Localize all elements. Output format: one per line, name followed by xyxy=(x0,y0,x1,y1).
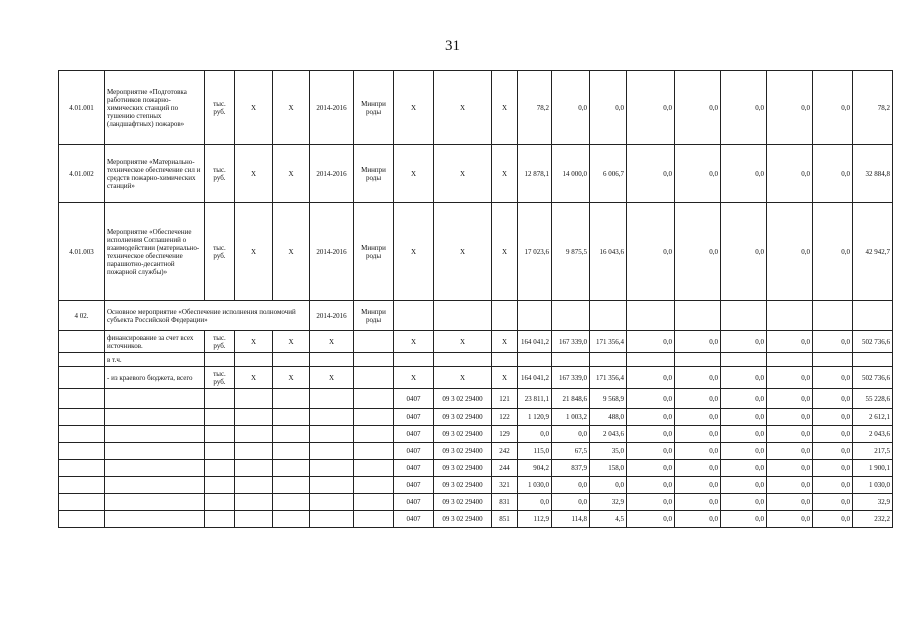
x-cell: X xyxy=(394,203,434,301)
executor-cell: Минпри роды xyxy=(354,71,394,145)
event-number: 4.01.003 xyxy=(59,203,105,301)
empty-cell xyxy=(235,409,273,426)
empty-cell xyxy=(235,460,273,477)
value-cell: 0,0 xyxy=(675,409,721,426)
section-code: 0407 xyxy=(394,389,434,409)
value-cell: 0,0 xyxy=(627,145,675,203)
target-code: 09 3 02 29400 xyxy=(434,409,492,426)
value-cell: 4,5 xyxy=(590,511,627,528)
x-cell: X xyxy=(273,145,310,203)
empty-cell xyxy=(205,409,235,426)
empty-cell xyxy=(235,494,273,511)
x-cell: X xyxy=(434,71,492,145)
value-cell: 0,0 xyxy=(813,443,853,460)
value-cell: 0,0 xyxy=(590,71,627,145)
empty-cell xyxy=(205,477,235,494)
empty-cell xyxy=(59,409,105,426)
x-cell: X xyxy=(273,203,310,301)
executor-cell: Минпри роды xyxy=(354,145,394,203)
value-cell: 0,0 xyxy=(767,367,813,389)
value-cell: 0,0 xyxy=(767,426,813,443)
value-cell: 0,0 xyxy=(627,71,675,145)
target-code: 09 3 02 29400 xyxy=(434,426,492,443)
budget-row xyxy=(59,389,893,409)
value-cell: 0,0 xyxy=(767,145,813,203)
value-cell: 0,0 xyxy=(675,460,721,477)
budget-row xyxy=(59,443,893,460)
value-cell: 0,0 xyxy=(721,426,767,443)
expense-type-code: 242 xyxy=(492,443,518,460)
value-cell: 0,0 xyxy=(675,511,721,528)
unit-cell: тыс. руб. xyxy=(205,331,235,353)
empty-cell xyxy=(518,301,552,331)
empty-cell xyxy=(354,443,394,460)
empty-cell xyxy=(310,353,354,367)
regional-budget-row xyxy=(59,367,893,389)
budget-row xyxy=(59,460,893,477)
value-cell: 0,0 xyxy=(552,477,590,494)
value-cell: 0,0 xyxy=(721,443,767,460)
value-cell: 837,9 xyxy=(552,460,590,477)
empty-cell xyxy=(273,494,310,511)
value-cell: 0,0 xyxy=(675,203,721,301)
value-cell: 42 942,7 xyxy=(853,203,893,301)
value-cell: 502 736,6 xyxy=(853,331,893,353)
value-cell: 1 003,2 xyxy=(552,409,590,426)
empty-cell xyxy=(273,460,310,477)
empty-cell xyxy=(59,494,105,511)
value-cell: 112,9 xyxy=(518,511,552,528)
empty-cell xyxy=(813,353,853,367)
section-code: 0407 xyxy=(394,426,434,443)
value-cell: 0,0 xyxy=(518,426,552,443)
value-cell: 0,0 xyxy=(721,145,767,203)
value-cell: 0,0 xyxy=(767,389,813,409)
value-cell: 9 875,5 xyxy=(552,203,590,301)
value-cell: 0,0 xyxy=(813,71,853,145)
empty-cell xyxy=(59,443,105,460)
budget-row xyxy=(59,494,893,511)
empty-cell xyxy=(235,443,273,460)
empty-cell xyxy=(310,494,354,511)
value-cell: 0,0 xyxy=(552,494,590,511)
empty-cell xyxy=(310,409,354,426)
empty-cell xyxy=(105,409,205,426)
value-cell: 0,0 xyxy=(813,409,853,426)
empty-cell xyxy=(205,511,235,528)
event-row xyxy=(59,71,893,145)
value-cell: 12 878,1 xyxy=(518,145,552,203)
empty-cell xyxy=(105,477,205,494)
empty-cell xyxy=(59,477,105,494)
value-cell: 0,0 xyxy=(675,71,721,145)
value-cell: 0,0 xyxy=(627,443,675,460)
empty-cell xyxy=(310,477,354,494)
value-cell: 0,0 xyxy=(813,145,853,203)
value-cell: 0,0 xyxy=(813,389,853,409)
value-cell: 1 120,9 xyxy=(518,409,552,426)
value-cell: 0,0 xyxy=(721,367,767,389)
unit-cell: тыс. руб. xyxy=(205,367,235,389)
value-cell: 0,0 xyxy=(627,331,675,353)
expense-type-code: 831 xyxy=(492,494,518,511)
section-code: 0407 xyxy=(394,477,434,494)
x-cell: X xyxy=(310,331,354,353)
value-cell: 0,0 xyxy=(767,460,813,477)
value-cell: 9 568,9 xyxy=(590,389,627,409)
period-cell: 2014-2016 xyxy=(310,145,354,203)
empty-cell xyxy=(354,367,394,389)
value-cell: 16 043,6 xyxy=(590,203,627,301)
target-code: 09 3 02 29400 xyxy=(434,460,492,477)
financing-label: - из краевого бюджета, всего xyxy=(105,367,205,389)
empty-cell xyxy=(627,353,675,367)
empty-cell xyxy=(59,460,105,477)
unit-cell: тыс. руб. xyxy=(205,145,235,203)
value-cell: 0,0 xyxy=(675,443,721,460)
budget-row xyxy=(59,426,893,443)
empty-cell xyxy=(205,353,235,367)
value-cell: 0,0 xyxy=(767,331,813,353)
x-cell: X xyxy=(273,367,310,389)
value-cell: 0,0 xyxy=(813,477,853,494)
value-cell: 164 041,2 xyxy=(518,367,552,389)
value-cell: 0,0 xyxy=(721,477,767,494)
value-cell: 2 043,6 xyxy=(590,426,627,443)
value-cell: 0,0 xyxy=(767,203,813,301)
empty-cell xyxy=(235,426,273,443)
empty-cell xyxy=(59,367,105,389)
empty-cell xyxy=(627,301,675,331)
value-cell: 488,0 xyxy=(590,409,627,426)
value-cell: 0,0 xyxy=(518,494,552,511)
value-cell: 0,0 xyxy=(721,389,767,409)
value-cell: 17 023,6 xyxy=(518,203,552,301)
page-number: 31 xyxy=(445,38,460,54)
expense-type-code: 244 xyxy=(492,460,518,477)
value-cell: 0,0 xyxy=(721,203,767,301)
empty-cell xyxy=(853,301,893,331)
empty-cell xyxy=(205,389,235,409)
x-cell: X xyxy=(434,367,492,389)
value-cell: 0,0 xyxy=(721,71,767,145)
empty-cell xyxy=(273,389,310,409)
empty-cell xyxy=(721,353,767,367)
empty-cell xyxy=(354,389,394,409)
value-cell: 0,0 xyxy=(767,71,813,145)
value-cell: 232,2 xyxy=(853,511,893,528)
value-cell: 55 228,6 xyxy=(853,389,893,409)
including-row xyxy=(59,353,893,367)
event-number: 4.01.002 xyxy=(59,145,105,203)
empty-cell xyxy=(273,477,310,494)
budget-row xyxy=(59,409,893,426)
empty-cell xyxy=(59,426,105,443)
empty-cell xyxy=(721,301,767,331)
target-code: 09 3 02 29400 xyxy=(434,511,492,528)
value-cell: 0,0 xyxy=(767,511,813,528)
x-cell: X xyxy=(492,331,518,353)
value-cell: 0,0 xyxy=(767,443,813,460)
value-cell: 67,5 xyxy=(552,443,590,460)
empty-cell xyxy=(590,353,627,367)
empty-cell xyxy=(434,301,492,331)
value-cell: 502 736,6 xyxy=(853,367,893,389)
empty-cell xyxy=(767,353,813,367)
expense-type-code: 122 xyxy=(492,409,518,426)
x-cell: X xyxy=(273,71,310,145)
period-cell: 2014-2016 xyxy=(310,71,354,145)
value-cell: 0,0 xyxy=(721,511,767,528)
empty-cell xyxy=(235,477,273,494)
value-cell: 0,0 xyxy=(627,477,675,494)
x-cell: X xyxy=(235,367,273,389)
value-cell: 14 000,0 xyxy=(552,145,590,203)
budget-row xyxy=(59,511,893,528)
empty-cell xyxy=(273,409,310,426)
executor-cell: Минпри роды xyxy=(354,301,394,331)
value-cell: 0,0 xyxy=(552,71,590,145)
empty-cell xyxy=(518,353,552,367)
x-cell: X xyxy=(394,145,434,203)
event-name: Мероприятие «Материально-техническое обеспечение сил и средств пожарно-химических станций» xyxy=(105,145,205,203)
executor-cell: Минпри роды xyxy=(354,203,394,301)
x-cell: X xyxy=(434,145,492,203)
section-code: 0407 xyxy=(394,511,434,528)
value-cell: 171 356,4 xyxy=(590,367,627,389)
value-cell: 0,0 xyxy=(813,367,853,389)
empty-cell xyxy=(105,511,205,528)
value-cell: 0,0 xyxy=(675,145,721,203)
unit-cell: тыс. руб. xyxy=(205,71,235,145)
section-code: 0407 xyxy=(394,409,434,426)
x-cell: X xyxy=(235,145,273,203)
value-cell: 0,0 xyxy=(627,409,675,426)
event-name: Основное мероприятие «Обеспечение исполнения полномочий субъекта Российской Федерации» xyxy=(105,301,310,331)
value-cell: 0,0 xyxy=(767,477,813,494)
value-cell: 0,0 xyxy=(627,389,675,409)
empty-cell xyxy=(310,389,354,409)
budget-table xyxy=(58,70,893,528)
empty-cell xyxy=(354,511,394,528)
x-cell: X xyxy=(434,203,492,301)
value-cell: 23 811,1 xyxy=(518,389,552,409)
value-cell: 6 006,7 xyxy=(590,145,627,203)
x-cell: X xyxy=(310,367,354,389)
empty-cell xyxy=(273,443,310,460)
expense-type-code: 321 xyxy=(492,477,518,494)
value-cell: 32,9 xyxy=(590,494,627,511)
section-code: 0407 xyxy=(394,443,434,460)
value-cell: 171 356,4 xyxy=(590,331,627,353)
value-cell: 0,0 xyxy=(627,460,675,477)
value-cell: 0,0 xyxy=(767,409,813,426)
event-row xyxy=(59,145,893,203)
empty-cell xyxy=(434,353,492,367)
empty-cell xyxy=(105,494,205,511)
empty-cell xyxy=(235,389,273,409)
empty-cell xyxy=(205,494,235,511)
value-cell: 0,0 xyxy=(813,331,853,353)
target-code: 09 3 02 29400 xyxy=(434,494,492,511)
value-cell: 0,0 xyxy=(813,494,853,511)
value-cell: 0,0 xyxy=(627,426,675,443)
financing-label: финансирование за счет всех источников. xyxy=(105,331,205,353)
event-number: 4 02. xyxy=(59,301,105,331)
value-cell: 167 339,0 xyxy=(552,367,590,389)
x-cell: X xyxy=(492,203,518,301)
period-cell: 2014-2016 xyxy=(310,203,354,301)
value-cell: 0,0 xyxy=(721,409,767,426)
target-code: 09 3 02 29400 xyxy=(434,389,492,409)
value-cell: 0,0 xyxy=(552,426,590,443)
including-label: в т.ч. xyxy=(105,353,205,367)
expense-type-code: 129 xyxy=(492,426,518,443)
period-cell: 2014-2016 xyxy=(310,301,354,331)
value-cell: 2 612,1 xyxy=(853,409,893,426)
value-cell: 115,0 xyxy=(518,443,552,460)
x-cell: X xyxy=(394,331,434,353)
empty-cell xyxy=(354,353,394,367)
value-cell: 0,0 xyxy=(627,367,675,389)
value-cell: 0,0 xyxy=(721,494,767,511)
value-cell: 164 041,2 xyxy=(518,331,552,353)
budget-row xyxy=(59,477,893,494)
empty-cell xyxy=(354,409,394,426)
empty-cell xyxy=(552,353,590,367)
empty-cell xyxy=(354,426,394,443)
empty-cell xyxy=(59,389,105,409)
expense-type-code: 121 xyxy=(492,389,518,409)
empty-cell xyxy=(354,460,394,477)
value-cell: 0,0 xyxy=(675,389,721,409)
section-code: 0407 xyxy=(394,494,434,511)
empty-cell xyxy=(105,443,205,460)
value-cell: 78,2 xyxy=(518,71,552,145)
value-cell: 0,0 xyxy=(813,203,853,301)
empty-cell xyxy=(235,353,273,367)
x-cell: X xyxy=(394,367,434,389)
empty-cell xyxy=(590,301,627,331)
empty-cell xyxy=(205,443,235,460)
financing-row xyxy=(59,331,893,353)
x-cell: X xyxy=(492,145,518,203)
value-cell: 78,2 xyxy=(853,71,893,145)
value-cell: 0,0 xyxy=(721,460,767,477)
value-cell: 21 848,6 xyxy=(552,389,590,409)
empty-cell xyxy=(354,494,394,511)
value-cell: 0,0 xyxy=(675,477,721,494)
value-cell: 167 339,0 xyxy=(552,331,590,353)
value-cell: 2 043,6 xyxy=(853,426,893,443)
empty-cell xyxy=(394,301,434,331)
value-cell: 0,0 xyxy=(627,494,675,511)
value-cell: 0,0 xyxy=(675,494,721,511)
unit-cell: тыс. руб. xyxy=(205,203,235,301)
empty-cell xyxy=(59,511,105,528)
empty-cell xyxy=(394,353,434,367)
empty-cell xyxy=(105,389,205,409)
empty-cell xyxy=(310,511,354,528)
x-cell: X xyxy=(492,71,518,145)
empty-cell xyxy=(310,443,354,460)
value-cell: 0,0 xyxy=(675,367,721,389)
value-cell: 0,0 xyxy=(675,331,721,353)
empty-cell xyxy=(492,301,518,331)
value-cell: 217,5 xyxy=(853,443,893,460)
empty-cell xyxy=(675,301,721,331)
empty-cell xyxy=(354,331,394,353)
value-cell: 1 900,1 xyxy=(853,460,893,477)
empty-cell xyxy=(354,477,394,494)
x-cell: X xyxy=(434,331,492,353)
value-cell: 114,8 xyxy=(552,511,590,528)
value-cell: 0,0 xyxy=(627,511,675,528)
empty-cell xyxy=(105,426,205,443)
empty-cell xyxy=(273,353,310,367)
empty-cell xyxy=(59,353,105,367)
target-code: 09 3 02 29400 xyxy=(434,477,492,494)
x-cell: X xyxy=(394,71,434,145)
value-cell: 0,0 xyxy=(813,460,853,477)
empty-cell xyxy=(853,353,893,367)
empty-cell xyxy=(675,353,721,367)
target-code: 09 3 02 29400 xyxy=(434,443,492,460)
value-cell: 1 030,0 xyxy=(853,477,893,494)
value-cell: 0,0 xyxy=(767,494,813,511)
empty-cell xyxy=(273,511,310,528)
empty-cell xyxy=(273,426,310,443)
value-cell: 158,0 xyxy=(590,460,627,477)
value-cell: 0,0 xyxy=(627,203,675,301)
event-row xyxy=(59,203,893,301)
empty-cell xyxy=(310,460,354,477)
value-cell: 0,0 xyxy=(721,331,767,353)
value-cell: 0,0 xyxy=(590,477,627,494)
empty-cell xyxy=(205,460,235,477)
value-cell: 35,0 xyxy=(590,443,627,460)
expense-type-code: 851 xyxy=(492,511,518,528)
value-cell: 0,0 xyxy=(813,426,853,443)
empty-cell xyxy=(105,460,205,477)
value-cell: 32 884,8 xyxy=(853,145,893,203)
empty-cell xyxy=(205,426,235,443)
value-cell: 0,0 xyxy=(813,511,853,528)
main-event-row xyxy=(59,301,893,331)
value-cell: 0,0 xyxy=(675,426,721,443)
value-cell: 904,2 xyxy=(518,460,552,477)
x-cell: X xyxy=(235,71,273,145)
empty-cell xyxy=(552,301,590,331)
x-cell: X xyxy=(235,203,273,301)
section-code: 0407 xyxy=(394,460,434,477)
x-cell: X xyxy=(273,331,310,353)
event-name: Мероприятие «Обеспечение исполнения Соглашений о взаимодействии (материально-техническое обеспечение парашютно-десантной пожарной службы)» xyxy=(105,203,205,301)
empty-cell xyxy=(813,301,853,331)
x-cell: X xyxy=(235,331,273,353)
value-cell: 32,9 xyxy=(853,494,893,511)
empty-cell xyxy=(59,331,105,353)
empty-cell xyxy=(310,426,354,443)
event-number: 4.01.001 xyxy=(59,71,105,145)
empty-cell xyxy=(492,353,518,367)
event-name: Мероприятие «Подготовка работников пожарно-химических станций по тушению степных (ландшафтных) пожаров» xyxy=(105,71,205,145)
value-cell: 1 030,0 xyxy=(518,477,552,494)
empty-cell xyxy=(767,301,813,331)
x-cell: X xyxy=(492,367,518,389)
empty-cell xyxy=(235,511,273,528)
